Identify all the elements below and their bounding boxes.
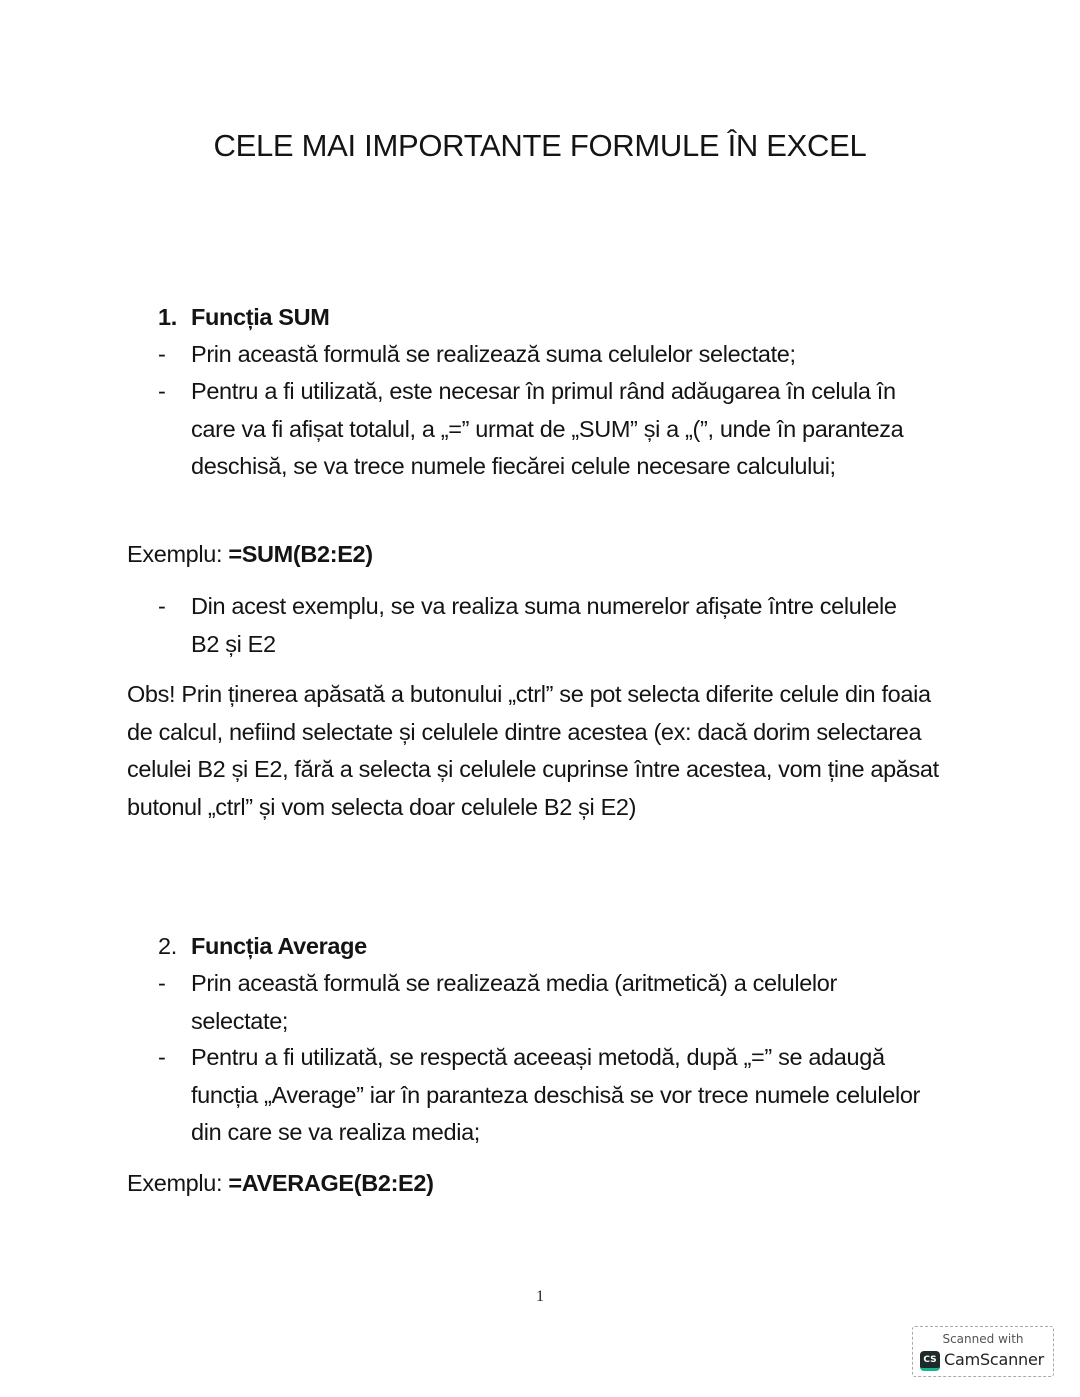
bullet-marker: - [158,341,166,367]
bullet-text: Pentru a fi utilizată, este necesar în primul rând adăugarea în celula în care va fi afișat totalul, a „=” urmat de „SUM” și a „(”, unde în paranteza deschisă, se va trece numele fiecărei celule necesare calculului; [191,378,904,479]
bullet-item [158,965,938,1040]
bullet-text: Prin această formulă se realizează suma celulelor selectate; [191,341,796,367]
camscanner-watermark [912,1326,1054,1377]
section-heading-average [158,928,367,966]
section-title: Funcția SUM [191,304,330,330]
section-title: Funcția Average [191,933,367,959]
example-line [127,536,957,574]
section-number: 2. [158,933,177,959]
example-formula: =SUM(B2:E2) [228,541,373,567]
section-heading-sum [158,299,329,337]
page-number: 1 [536,1288,544,1305]
bullet-text: Din acest exemplu, se va realiza suma numerelor afișate între celulele B2 și E2 [191,593,897,657]
bullet-item [158,336,948,374]
bullet-item [158,588,918,663]
bullet-marker: - [158,1044,166,1070]
bullet-marker: - [158,378,166,404]
bullet-text: Pentru a fi utilizată, se respectă aceeași metodă, după „=” se adaugă funcția „Average” iar în paranteza deschisă se vor trece numele celulelor din care se va realiza media; [191,1044,921,1145]
example-label: Exemplu: [127,541,223,567]
note-paragraph: Obs! Prin ținerea apăsată a butonului „ctrl” se pot selecta diferite celule din foaia de calcul, nefiind selectate și celulele dintre acestea (ex: dacă dorim selectarea celulei B2 și E2, fără a selecta și celulele cuprinse între acestea, vom ține apăsat butonul „ctrl” și vom selecta doar celulele B2 și E2) [127,681,939,820]
bullet-item [158,373,918,486]
example-line [127,1165,957,1203]
section-number: 1. [158,304,177,330]
watermark-brand: CamScanner [944,1350,1045,1369]
example-label: Exemplu: [127,1170,223,1196]
bullet-marker: - [158,593,166,619]
page-title: CELE MAI IMPORTANTE FORMULE ÎN EXCEL [213,128,867,163]
bullet-marker: - [158,970,166,996]
example-formula: =AVERAGE(B2:E2) [228,1170,434,1196]
bullet-text: Prin această formulă se realizează media (aritmetică) a celulelor selectate; [191,970,837,1034]
camscanner-logo-icon: CS [920,1351,940,1371]
watermark-caption: Scanned with [942,1332,1024,1346]
bullet-item [158,1039,928,1152]
